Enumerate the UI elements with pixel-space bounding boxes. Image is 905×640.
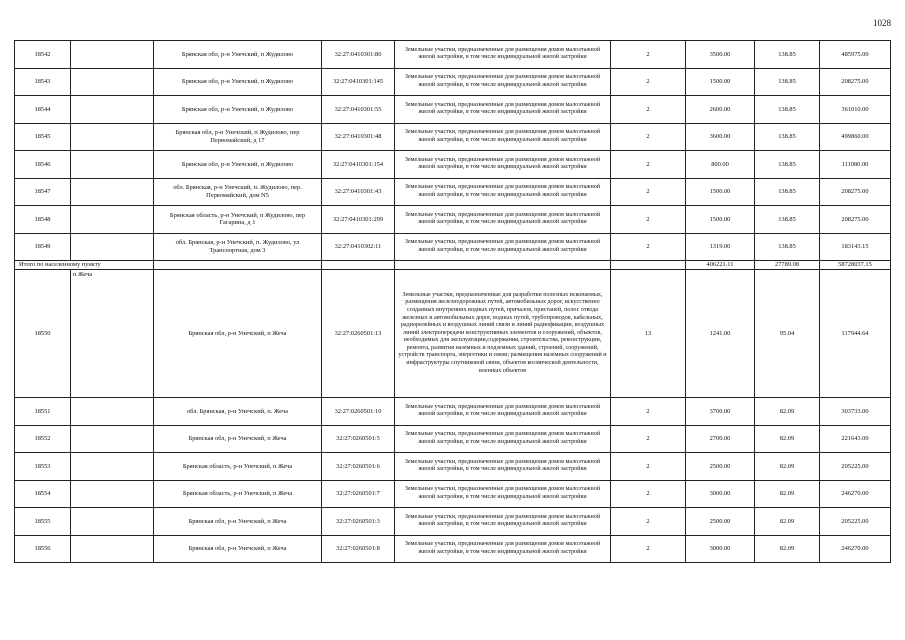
land-purpose-cell: Земельные участки, предназначенные для размещения домов малоэтажной жилой застройки, в том числе индивидуальной жилой застройки bbox=[395, 123, 611, 151]
locality-cell bbox=[71, 123, 154, 151]
area-cell: 3000.00 bbox=[686, 480, 755, 508]
specific-value-cell: 82.09 bbox=[755, 480, 820, 508]
table-row bbox=[15, 123, 891, 151]
table-row bbox=[15, 41, 891, 69]
specific-value-cell: 82.09 bbox=[755, 508, 820, 536]
locality-cell bbox=[71, 535, 154, 563]
area-cell: 3000.00 bbox=[686, 535, 755, 563]
land-purpose-cell: Земельные участки, предназначенные для размещения домов малоэтажной жилой застройки, в том числе индивидуальной жилой застройки bbox=[395, 68, 611, 96]
area-cell: 1500.00 bbox=[686, 178, 755, 206]
empty-cell bbox=[395, 261, 611, 270]
total-label: Итого по населенному пункту bbox=[15, 261, 154, 270]
table-row bbox=[15, 233, 891, 261]
specific-value-cell: 82.09 bbox=[755, 535, 820, 563]
area-cell: 800.00 bbox=[686, 151, 755, 179]
locality-cell bbox=[71, 508, 154, 536]
address-cell: Брянская область, р-н Унечский, п Жудилово, пер Гагарина, д 1 bbox=[154, 206, 322, 234]
locality-cell bbox=[71, 425, 154, 453]
address-cell: Брянская обл, р-н Унечский, п Жудилово bbox=[154, 41, 322, 69]
cadastral-value-cell: 208275.00 bbox=[820, 178, 891, 206]
table-row bbox=[15, 508, 891, 536]
total-cadastral-value: 58728037.15 bbox=[820, 261, 891, 270]
address-cell: Брянская обл, р-н Унечский, п Жудилово bbox=[154, 151, 322, 179]
cadastral-value-cell: 303733.00 bbox=[820, 398, 891, 426]
group-cell: 2 bbox=[611, 233, 686, 261]
cadastral-value-cell: 246270.00 bbox=[820, 480, 891, 508]
land-purpose-cell: Земельные участки, предназначенные для размещения домов малоэтажной жилой застройки, в том числе индивидуальной жилой застройки bbox=[395, 508, 611, 536]
land-purpose-cell: Земельные участки, предназначенные для размещения домов малоэтажной жилой застройки, в том числе индивидуальной жилой застройки bbox=[395, 96, 611, 124]
cadastral-value-cell: 117944.64 bbox=[820, 270, 891, 398]
address-cell: Брянская область, р-н Унечский, п Жеча bbox=[154, 453, 322, 481]
cadastral-number-cell: 32:27:0260501:10 bbox=[322, 398, 395, 426]
table-body bbox=[15, 41, 891, 563]
cadastral-number-cell: 32:27:0410301:55 bbox=[322, 96, 395, 124]
area-cell: 1500.00 bbox=[686, 68, 755, 96]
specific-value-cell: 138.85 bbox=[755, 178, 820, 206]
land-purpose-cell: Земельные участки, предназначенные для размещения домов малоэтажной жилой застройки, в том числе индивидуальной жилой застройки bbox=[395, 398, 611, 426]
address-cell: обл. Брянская, р-н Унечский, п. Жудилово, пер. Первомайский, дом N5 bbox=[154, 178, 322, 206]
locality-cell bbox=[71, 398, 154, 426]
specific-value-cell: 138.85 bbox=[755, 41, 820, 69]
cadastral-value-cell: 208275.00 bbox=[820, 68, 891, 96]
row-number: 18547 bbox=[15, 178, 71, 206]
area-cell: 3600.00 bbox=[686, 123, 755, 151]
row-number: 18550 bbox=[15, 270, 71, 398]
row-number: 18545 bbox=[15, 123, 71, 151]
land-purpose-cell: Земельные участки, предназначенные для размещения домов малоэтажной жилой застройки, в том числе индивидуальной жилой застройки bbox=[395, 41, 611, 69]
locality-cell bbox=[71, 41, 154, 69]
group-cell: 2 bbox=[611, 151, 686, 179]
land-purpose-cell: Земельные участки, предназначенные для размещения домов малоэтажной жилой застройки, в том числе индивидуальной жилой застройки bbox=[395, 480, 611, 508]
cadastral-number-cell: 32:27:0410301:48 bbox=[322, 123, 395, 151]
locality-cell: п Жеча bbox=[71, 270, 154, 398]
land-purpose-cell: Земельные участки, предназначенные для размещения домов малоэтажной жилой застройки, в том числе индивидуальной жилой застройки bbox=[395, 233, 611, 261]
row-number: 18543 bbox=[15, 68, 71, 96]
land-purpose-cell: Земельные участки, предназначенные для размещения домов малоэтажной жилой застройки, в том числе индивидуальной жилой застройки bbox=[395, 425, 611, 453]
area-cell: 1241.00 bbox=[686, 270, 755, 398]
page-number: 1028 bbox=[873, 18, 891, 28]
row-number: 18556 bbox=[15, 535, 71, 563]
land-purpose-cell: Земельные участки, предназначенные для размещения домов малоэтажной жилой застройки, в том числе индивидуальной жилой застройки bbox=[395, 453, 611, 481]
land-purpose-cell: Земельные участки, предназначенные для размещения домов малоэтажной жилой застройки, в том числе индивидуальной жилой застройки bbox=[395, 535, 611, 563]
table-row bbox=[15, 178, 891, 206]
specific-value-cell: 138.85 bbox=[755, 233, 820, 261]
address-cell: Брянская обл, р-н Унечский, п Жудилово bbox=[154, 96, 322, 124]
specific-value-cell: 82.09 bbox=[755, 453, 820, 481]
table-row bbox=[15, 425, 891, 453]
cadastral-number-cell: 32:27:0410301:145 bbox=[322, 68, 395, 96]
cadastral-value-cell: 485975.00 bbox=[820, 41, 891, 69]
cadastral-number-cell: 32:27:0410301:43 bbox=[322, 178, 395, 206]
land-purpose-cell: Земельные участки, предназначенные для разработки полезных ископаемых, размещения железнодорожных путей, автомобильных дорог, искусственно созданных внутренних водных путей, причалов, пристаней, полос отвода железных и автомобильных дорог, водных путей, трубопроводов, кабельных, радиорелейных и воздушных линий связи и линий радиофикации, воздушных линий электропередачи конструктивных элементов и сооружений, объектов, необходимых для эксплуатации,содержания, строительства, реконструкции, ремонта, развития наземных и подземных зданий, строений, сооружений, устройств транспорта, энергетики и связи; размещения наземных сооружений и инфраструктуры спутниковой связи, объектов космической деятельности, военных объектов bbox=[395, 270, 611, 398]
table-row bbox=[15, 270, 891, 398]
cadastral-number-cell: 32:27:0410301:80 bbox=[322, 41, 395, 69]
group-cell: 2 bbox=[611, 398, 686, 426]
area-cell: 2500.00 bbox=[686, 508, 755, 536]
specific-value-cell: 138.85 bbox=[755, 123, 820, 151]
cadastral-number-cell: 32:27:0410301:299 bbox=[322, 206, 395, 234]
land-purpose-cell: Земельные участки, предназначенные для размещения домов малоэтажной жилой застройки, в том числе индивидуальной жилой застройки bbox=[395, 178, 611, 206]
cadastral-number-cell: 32:27:0410301:154 bbox=[322, 151, 395, 179]
locality-cell bbox=[71, 233, 154, 261]
cadastral-number-cell: 32:27:0260501:13 bbox=[322, 270, 395, 398]
address-cell: Брянская обл, р-н Унечский, п Жеча bbox=[154, 425, 322, 453]
specific-value-cell: 138.85 bbox=[755, 68, 820, 96]
area-cell: 1319.00 bbox=[686, 233, 755, 261]
area-cell: 1500.00 bbox=[686, 206, 755, 234]
group-cell: 2 bbox=[611, 480, 686, 508]
address-cell: Брянская обл, р-н Унечский, п Жеча bbox=[154, 535, 322, 563]
address-cell: Брянская область, р-н Унечский, п Жеча bbox=[154, 480, 322, 508]
specific-value-cell: 138.85 bbox=[755, 96, 820, 124]
locality-cell bbox=[71, 96, 154, 124]
table-row bbox=[15, 453, 891, 481]
row-number: 18549 bbox=[15, 233, 71, 261]
specific-value-cell: 95.04 bbox=[755, 270, 820, 398]
address-cell: обл. Брянская, р-н Унечский, п. Жеча bbox=[154, 398, 322, 426]
address-cell: Брянская обл, р-н Унечский, п Жеча bbox=[154, 508, 322, 536]
table-row bbox=[15, 535, 891, 563]
cadastral-number-cell: 32:27:0260501:6 bbox=[322, 453, 395, 481]
table-row bbox=[15, 68, 891, 96]
group-cell: 2 bbox=[611, 206, 686, 234]
row-number: 18554 bbox=[15, 480, 71, 508]
row-number: 18555 bbox=[15, 508, 71, 536]
locality-cell bbox=[71, 206, 154, 234]
area-cell: 2600.00 bbox=[686, 96, 755, 124]
cadastral-value-cell: 183143.15 bbox=[820, 233, 891, 261]
total-specific-value: 27789.08 bbox=[755, 261, 820, 270]
row-number: 18544 bbox=[15, 96, 71, 124]
cadastral-number-cell: 32:27:0260501:5 bbox=[322, 425, 395, 453]
group-cell: 2 bbox=[611, 96, 686, 124]
group-cell: 2 bbox=[611, 425, 686, 453]
locality-cell bbox=[71, 68, 154, 96]
area-cell: 2700.00 bbox=[686, 425, 755, 453]
empty-cell bbox=[611, 261, 686, 270]
group-cell: 2 bbox=[611, 123, 686, 151]
specific-value-cell: 82.09 bbox=[755, 425, 820, 453]
row-number: 18552 bbox=[15, 425, 71, 453]
group-cell: 2 bbox=[611, 178, 686, 206]
land-purpose-cell: Земельные участки, предназначенные для размещения домов малоэтажной жилой застройки, в том числе индивидуальной жилой застройки bbox=[395, 151, 611, 179]
address-cell: Брянская обл, р-н Унечский, п Жеча bbox=[154, 270, 322, 398]
table-row bbox=[15, 96, 891, 124]
table-row bbox=[15, 151, 891, 179]
cadastral-value-cell: 361010.00 bbox=[820, 96, 891, 124]
cadastral-number-cell: 32:27:0260501:8 bbox=[322, 535, 395, 563]
row-number: 18553 bbox=[15, 453, 71, 481]
address-cell: Брянская обл, р-н Унечский, п Жудилово, пер Первомайский, д 17 bbox=[154, 123, 322, 151]
cadastral-value-cell: 205225.00 bbox=[820, 453, 891, 481]
cadastral-value-cell: 111080.00 bbox=[820, 151, 891, 179]
specific-value-cell: 138.85 bbox=[755, 151, 820, 179]
group-cell: 2 bbox=[611, 535, 686, 563]
group-cell: 13 bbox=[611, 270, 686, 398]
specific-value-cell: 138.85 bbox=[755, 206, 820, 234]
cadastral-value-cell: 246270.00 bbox=[820, 535, 891, 563]
cadastral-value-table bbox=[14, 40, 891, 563]
cadastral-value-cell: 208275.00 bbox=[820, 206, 891, 234]
cadastral-number-cell: 32:27:0260501:3 bbox=[322, 508, 395, 536]
group-cell: 2 bbox=[611, 453, 686, 481]
address-cell: Брянская обл, р-н Унечский, п Жудилово bbox=[154, 68, 322, 96]
address-cell: обл. Брянская, р-н Унечский, п. Жудилово, ул Транспортная, дом 3 bbox=[154, 233, 322, 261]
empty-cell bbox=[154, 261, 322, 270]
cadastral-value-cell: 205225.00 bbox=[820, 508, 891, 536]
group-cell: 2 bbox=[611, 508, 686, 536]
table-row bbox=[15, 480, 891, 508]
area-cell: 3500.00 bbox=[686, 41, 755, 69]
row-number: 18548 bbox=[15, 206, 71, 234]
cadastral-number-cell: 32:27:0410302:11 bbox=[322, 233, 395, 261]
empty-cell bbox=[322, 261, 395, 270]
table-row bbox=[15, 206, 891, 234]
table-row bbox=[15, 398, 891, 426]
locality-total-row bbox=[15, 261, 891, 270]
locality-cell bbox=[71, 151, 154, 179]
area-cell: 3700.00 bbox=[686, 398, 755, 426]
locality-cell bbox=[71, 178, 154, 206]
area-cell: 2500.00 bbox=[686, 453, 755, 481]
total-area: 406221.11 bbox=[686, 261, 755, 270]
row-number: 18542 bbox=[15, 41, 71, 69]
row-number: 18546 bbox=[15, 151, 71, 179]
land-purpose-cell: Земельные участки, предназначенные для размещения домов малоэтажной жилой застройки, в том числе индивидуальной жилой застройки bbox=[395, 206, 611, 234]
locality-cell bbox=[71, 480, 154, 508]
group-cell: 2 bbox=[611, 41, 686, 69]
specific-value-cell: 82.09 bbox=[755, 398, 820, 426]
group-cell: 2 bbox=[611, 68, 686, 96]
cadastral-value-cell: 499860.00 bbox=[820, 123, 891, 151]
row-number: 18551 bbox=[15, 398, 71, 426]
locality-cell bbox=[71, 453, 154, 481]
cadastral-value-cell: 221643.00 bbox=[820, 425, 891, 453]
cadastral-number-cell: 32:27:0260501:7 bbox=[322, 480, 395, 508]
